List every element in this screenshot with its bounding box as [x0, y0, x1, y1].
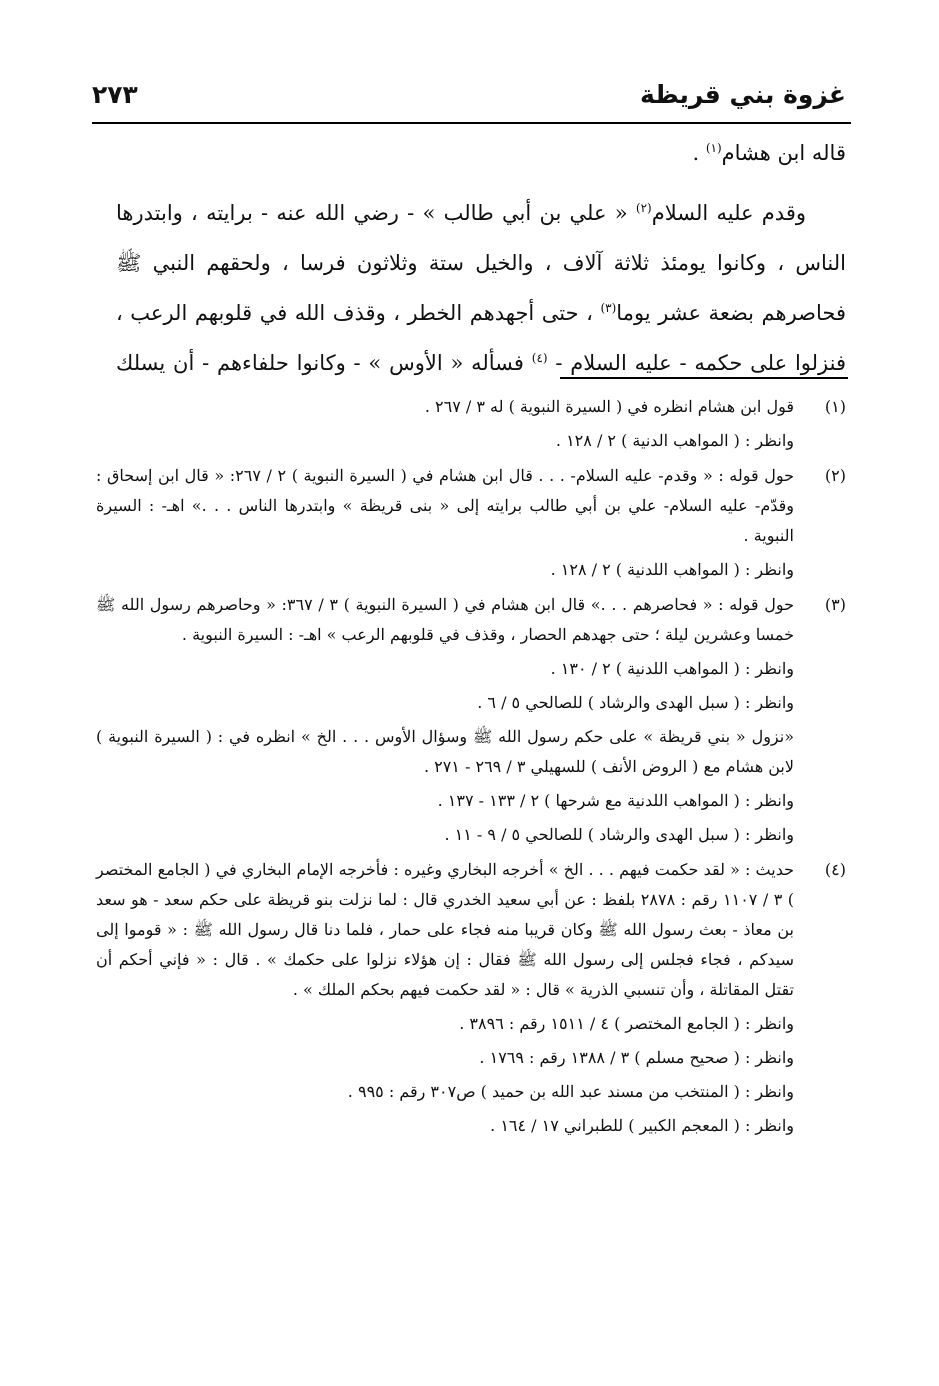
paragraph-1-tail: . — [692, 141, 706, 165]
footnote-number: (١) — [824, 397, 846, 416]
footnote-2 — [96, 461, 846, 585]
footnote-line: وانظر : ( سبل الهدى والرشاد ) للصالحي ٥ / ٩ - ١١ . — [444, 825, 794, 844]
footnote-ref-4: (٤) — [531, 351, 548, 365]
footnote-line: وانظر : ( المواهب اللدنية مع شرحها ) ٢ / ١٣٣ - ١٣٧ . — [437, 791, 794, 810]
footnote-line: وانظر : ( صحيح مسلم ) ٣ / ١٣٨٨ رقم : ١٧٦٩ . — [479, 1048, 794, 1067]
paragraph-2 — [116, 188, 846, 388]
footnote-line: وانظر : ( المواهب اللدنية ) ٢ / ١٣٠ . — [550, 659, 794, 678]
paragraph-2-part-c: ، حتى أجهدهم الخطر ، وقذف الله في قلوبهم الرعب ، فنزلوا على حكمه - عليه السلام - — [116, 301, 846, 375]
footnote-line: حول قوله : « فحاصرهم . . .» قال ابن هشام في ( السيرة النبوية ) ٣ / ٣٦٧: « وحاصرهم رسول الله ﷺ خمسا وعشرين ليلة ؛ حتى جهدهم الحصار ، وقذف في قلوبهم الرعب » اهـ- : السيرة النبوية . — [96, 595, 795, 644]
header-rule — [92, 122, 851, 124]
paragraph-2-part-a: وقدم عليه السلام — [651, 201, 807, 225]
footnote-ref-2: (٢) — [635, 201, 652, 215]
footnote-line: حول قوله : « وقدم- عليه السلام- . . . قال ابن هشام في ( السيرة النبوية ) ٢ / ٢٦٧: « قال ابن إسحاق : وقدّم- عليه السلام- علي بن أبي طالب برايته إلى « بنى قريظة » وابتدرها الناس . . .» اهـ- : السيرة النبوية . — [96, 466, 795, 545]
footnote-line: «نزول « بني قريظة » على حكم رسول الله ﷺ وسؤال الأوس . . . الخ » انظره في : ( السيرة النبوية ) لابن هشام مع ( الروض الأنف ) للسهيلي ٣ / ٢٦٩ - ٢٧١ . — [96, 727, 794, 776]
footnote-number: (٣) — [824, 595, 846, 614]
running-header-title: غزوة بني قريظة — [639, 80, 846, 109]
footnote-line: وانظر : ( الجامع المختصر ) ٤ / ١٥١١ رقم : ٣٨٩٦ . — [459, 1014, 794, 1033]
paragraph-1-text: قاله ابن هشام — [721, 141, 846, 165]
footnote-ref-1: (١) — [705, 141, 722, 155]
footnote-line: قول ابن هشام انظره في ( السيرة النبوية ) له ٣ / ٢٦٧ . — [424, 397, 794, 416]
paragraph-2-part-b: « علي بن أبي طالب » - رضي الله عنه - برايته ، وابتدرها الناس ، وكانوا يومئذ ثلاثة آلاف ، والخيل ستة وثلاثون فرسا ، ولحقهم النبي ﷺ فحاصرهم بضعة عشر يوما — [116, 201, 846, 325]
footnote-line: حديث : « لقد حكمت فيهم . . . الخ » أخرجه البخاري وغيره : فأخرجه الإمام البخاري في ( الجامع المختصر ) ٣ / ١١٠٧ رقم : ٢٨٧٨ بلفظ : عن أبي سعيد الخدري قال : لما نزلت بنو قريظة على حكم سعد - هو سعد بن معاذ - بعث رسول الله ﷺ وكان قريبا منه فجاء على حمار ، فلما دنا قال رسول الله ﷺ : « قوموا إلى سيدكم ، فجاء فجلس إلى رسول الله ﷺ فقال : إن هؤلاء نزلوا على حكمك » . قال : « فإني أحكم أن تقتل المقاتلة ، وأن تنسبي الذرية » قال : « لقد حكمت فيهم بحكم الملك » . — [96, 860, 795, 999]
footnotes — [96, 392, 846, 1146]
paragraph-1 — [116, 128, 846, 178]
footnote-line: وانظر : ( المعجم الكبير ) للطبراني ١٧ / ١٦٤ . — [490, 1116, 794, 1135]
footnote-line: وانظر : ( المواهب الدنية ) ٢ / ١٢٨ . — [555, 431, 794, 450]
paragraph-2-part-d: فسأله « الأوس » - وكانوا حلفاءهم - أن يسلك — [116, 351, 532, 375]
footnote-ref-3: (٣) — [600, 301, 617, 315]
footnote-3 — [96, 590, 846, 850]
main-text — [116, 128, 846, 388]
footnote-number: (٢) — [824, 466, 846, 485]
footnote-separator — [560, 377, 848, 379]
footnote-line: وانظر : ( سبل الهدى والرشاد ) للصالحي ٥ / ٦ . — [477, 693, 794, 712]
footnote-1 — [96, 392, 846, 456]
footnote-line: وانظر : ( المنتخب من مسند عبد الله بن حميد ) ص٣٠٧ رقم : ٩٩٥ . — [347, 1082, 794, 1101]
footnote-4 — [96, 855, 846, 1141]
page-number: ٢٧٣ — [92, 80, 138, 109]
footnote-line: وانظر : ( المواهب اللدنية ) ٢ / ١٢٨ . — [550, 560, 794, 579]
footnote-number: (٤) — [824, 860, 846, 879]
